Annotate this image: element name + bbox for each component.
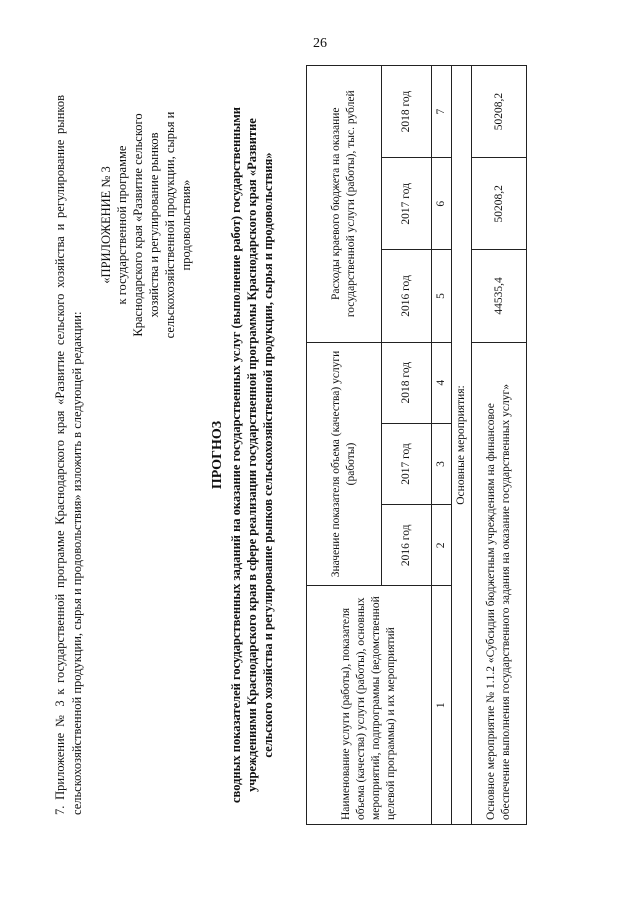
header-indicator-value: Значение показателя объема (качества) услуги (работы) [307,342,382,586]
year-cell: 2016 год [382,250,432,342]
title-subtitle: сводных показателей государственных заданий на оказание государственных услуг (выполнение работ) государственными учреждениями Краснодарского края в сфере реализации государственной программы Краснодарского края «Развитие сельского хозяйства и регулирование рынков сельскохозяйственной продукции, сырья и продовольствия» [229,107,275,803]
page-number: 26 [313,36,327,51]
table-column-numbers-row [432,66,452,825]
row-expense-2018: 50208,2 [472,66,527,158]
table-header-row [307,66,382,825]
intro-paragraph: 7. Приложение № 3 к государственной программе Краснодарского края «Развитие сельского хозяйства и регулирование рынков сельскохозяйственной продукции, сырья и продовольствия» изложить в следующей редакции: [53,95,84,815]
title-main: ПРОГНОЗ [210,420,225,490]
row-expense-2016: 44535,4 [472,250,527,342]
forecast-table [306,65,527,825]
appendix-reference: к государственной программе Краснодарского края «Развитие сельского хозяйства и регулирование рынков сельскохозяйственной продукции, сырья и продовольствия» [115,111,193,339]
table-section-row [452,66,472,825]
header-budget-expenses: Расходы краевого бюджета на оказание государственной услуги (работы), тыс. рублей [307,66,382,343]
appendix-block [98,105,194,345]
section-label: Основные мероприятия: [452,66,472,825]
column-number: 6 [432,158,452,250]
column-number: 5 [432,250,452,342]
row-expense-2017: 50208,2 [472,158,527,250]
appendix-heading: «ПРИЛОЖЕНИЕ № 3 [99,166,113,284]
table-row [472,66,527,825]
header-service-name: Наименование услуги (работы), показателя объема (качества) услуги (работы), основных мероприятий, подпрограммы (ведомственной целевой программы) и их мероприятий [307,586,432,825]
rotated-content [50,55,620,855]
year-cell: 2016 год [382,505,432,586]
column-number: 2 [432,505,452,586]
column-number: 7 [432,66,452,158]
row-measure-name: Основное мероприятие № 1.1.2 «Субсидии бюджетным учреждениям на финансовое обеспечение выполнения государственного задания на оказание государственных услуг» [472,342,527,824]
document-title [210,95,276,815]
year-cell: 2018 год [382,66,432,158]
column-number: 1 [432,586,452,825]
column-number: 3 [432,423,452,504]
year-cell: 2017 год [382,158,432,250]
year-cell: 2018 год [382,342,432,423]
year-cell: 2017 год [382,423,432,504]
column-number: 4 [432,342,452,423]
